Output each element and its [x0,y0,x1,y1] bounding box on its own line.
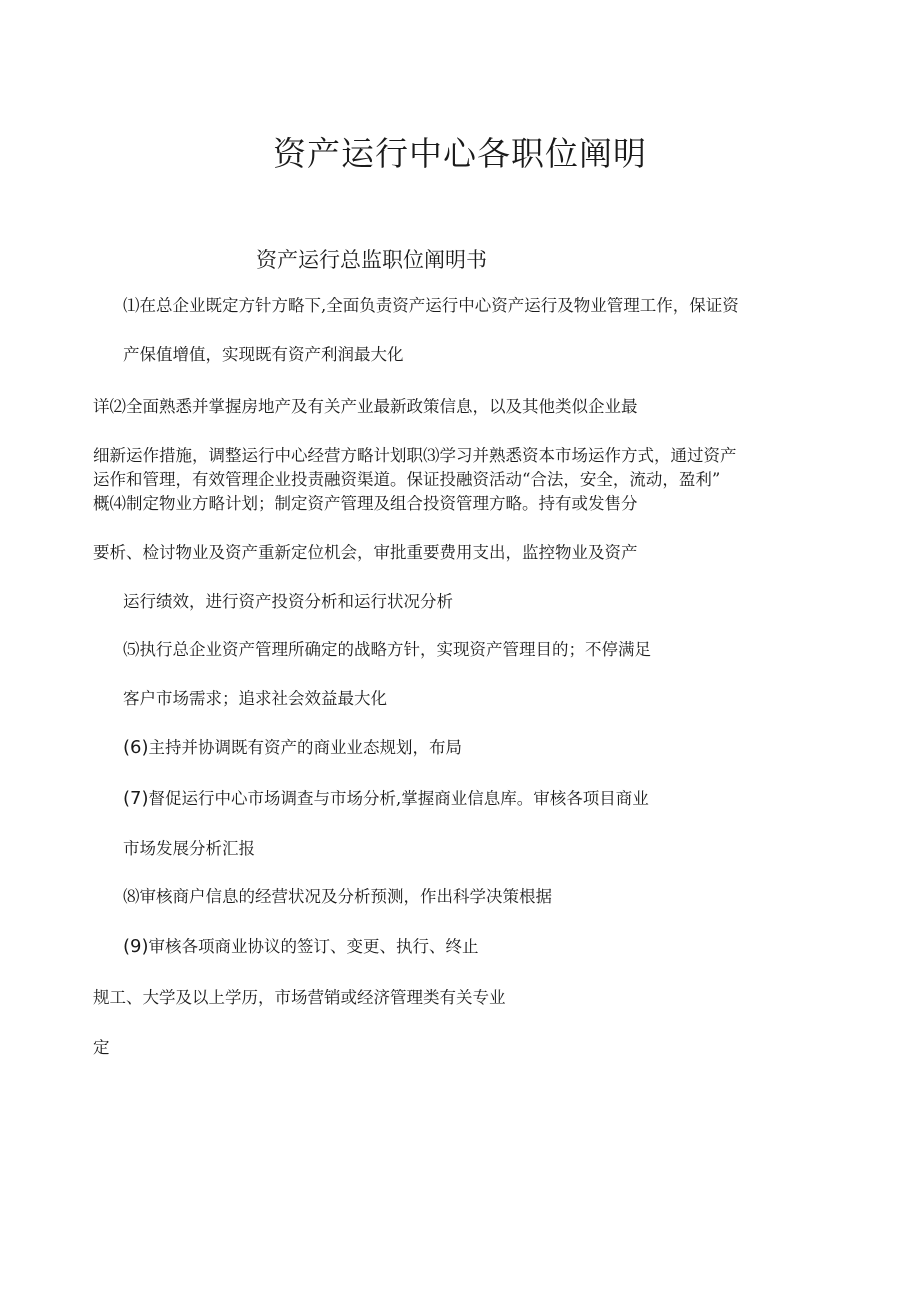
item-number: (9) [123,936,149,957]
paragraph-line: 详⑵全面熟悉并掌握房地产及有关产业最新政策信息，以及其他类似企业最 [93,397,638,416]
paragraph-line: 产保值增值，实现既有资产利润最大化 [123,345,404,364]
paragraph-line: 概⑷制定物业方略计划；制定资产管理及组合投资管理方略。持有或发售分 [93,494,638,513]
paragraph-line: 细新运作措施，调整运行中心经营方略计划职⑶学习并熟悉资本市场运作方式，通过资产 [93,446,737,465]
item-text: 主持并协调既有资产的商业业态规划，布局 [148,738,462,757]
paragraph-line: ⑴在总企业既定方针方略下,全面负责资产运行中心资产运行及物业管理工作，保证资 [123,296,739,315]
paragraph-line: 要析、检讨物业及资产重新定位机会，审批重要费用支出，监控物业及资产 [93,543,638,562]
item-text: 审核各项商业协议的签订、变更、执行、终止 [148,937,479,956]
section-heading: 资产运行总监职位阐明书 [256,248,487,272]
paragraph-line: 客户市场需求；追求社会效益最大化 [123,689,387,708]
item-text: 督促运行中心市场调查与市场分析,掌握商业信息库。审核各项目商业 [148,789,649,808]
paragraph-line [123,934,479,960]
item-number: (6) [123,737,149,758]
item-number: (7) [123,788,149,809]
paragraph-line: ⑻审核商户信息的经营状况及分析预测，作出科学决策根据 [123,887,552,906]
paragraph-line [123,786,649,812]
paragraph-line: 规工、大学及以上学历，市场营销或经济管理类有关专业 [93,988,506,1007]
paragraph-line: 定 [93,1038,110,1057]
paragraph-line: 市场发展分析汇报 [123,839,255,858]
paragraph-line [123,735,462,761]
paragraph-line: ⑸执行总企业资产管理所确定的战略方针，实现资产管理目的；不停满足 [123,640,651,659]
paragraph-line: 运行绩效，进行资产投资分析和运行状况分析 [123,592,453,611]
page-title: 资产运行中心各职位阐明 [273,134,647,173]
paragraph-line: 运作和管理，有效管理企业投责融资渠道。保证投融资活动“合法，安全，流动，盈利” [93,470,721,489]
